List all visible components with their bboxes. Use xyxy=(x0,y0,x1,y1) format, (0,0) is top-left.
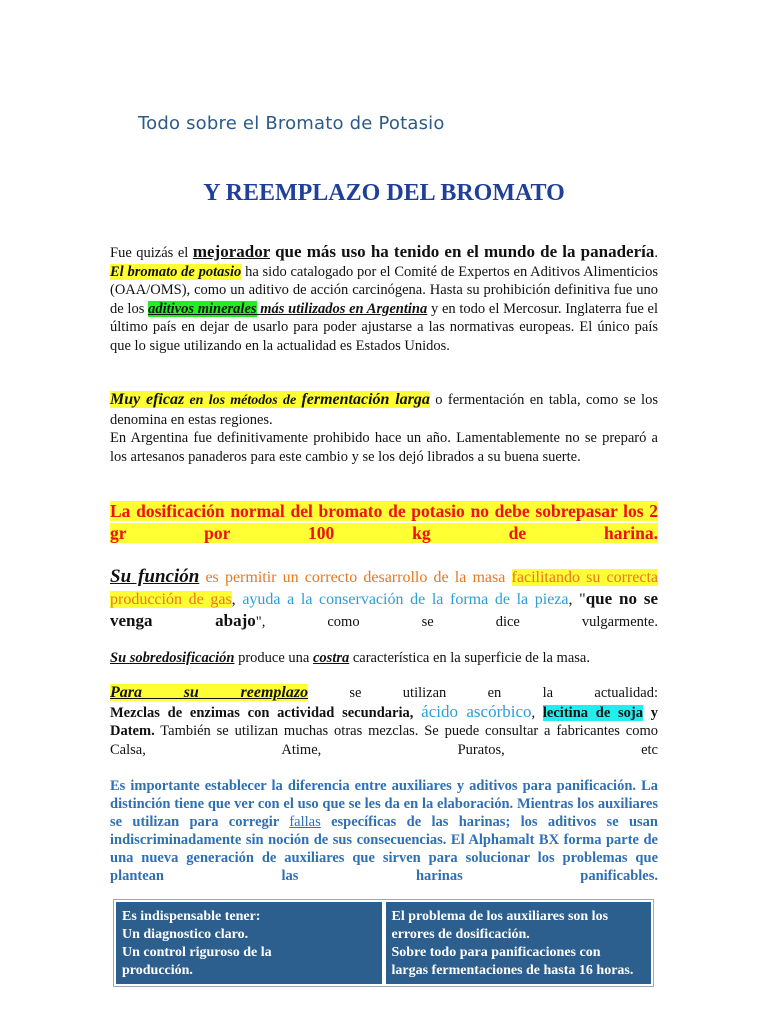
p5-sobredosificacion: Su sobredosificación xyxy=(110,650,235,666)
p6-text-b: se utilizan en la actualidad: xyxy=(308,685,659,701)
table-cell-right xyxy=(386,902,652,984)
p5-costra: costra xyxy=(312,650,350,666)
p4-text-f: , " xyxy=(568,591,586,608)
p4-text-d: , xyxy=(231,591,243,608)
p1-text-a: Fue quizás el xyxy=(110,245,193,261)
page-title: Todo sobre el Bromato de Potasio xyxy=(138,113,445,134)
p6-para-su-reemplazo: Para su reemplazo xyxy=(110,684,309,701)
table-left-line: producción. xyxy=(122,963,193,978)
p7-text-a: Es importante establecer la diferencia entre auxiliares y aditivos para panificación. La distinción tiene que ver con el uso que se les da en la elaboración. Mientras los auxiliares se utilizan para corregir xyxy=(110,778,658,830)
p6-datem: y Datem. xyxy=(110,704,659,739)
info-table xyxy=(113,899,654,987)
p6-text-h: También se utilizan muchas otras mezclas. Se puede consultar a fabricantes como Calsa, Atime, Puratos, etc xyxy=(110,723,658,758)
p2-text-b: en los métodos de xyxy=(184,393,302,408)
p6-acido-ascorbico: ácido ascórbico xyxy=(421,701,532,721)
p1-aditivos-highlight: aditivos minerales xyxy=(148,300,257,317)
p7-fallas-link[interactable]: fallas xyxy=(289,814,321,830)
p1-text-d: . xyxy=(654,245,658,261)
p2-fermentacion: fermentación larga xyxy=(301,391,430,408)
p5-text-b: produce una xyxy=(234,650,313,666)
p4-que-no-se-venga: que no se venga abajo xyxy=(110,589,659,630)
p1-bromato-highlight: El bromato de potasio xyxy=(110,263,242,280)
paragraph-reemplazo xyxy=(110,684,658,759)
p4-text-e: ayuda a la conservación de la forma de la pieza xyxy=(242,591,569,608)
table-left-line: Un control riguroso de la xyxy=(122,945,272,960)
p1-text-f: ha sido catalogado por el Comité de Expertos en Aditivos Alimenticios (OAA/OMS), como un aditivo de acción carcinógena. Hasta su prohibición definitiva fue uno de los xyxy=(110,263,658,317)
p1-text-i: y en todo el Mercosur. Inglaterra fue el último país en dejar de usarlo para poder ajustarse a las normativas europeas. El único país que lo sigue utilizando en la actualidad es Estados Unidos. xyxy=(110,300,658,354)
p6-text-e: , xyxy=(531,704,543,721)
table-cell-left xyxy=(116,902,382,984)
p2-muy-eficaz: Muy eficaz xyxy=(110,391,185,408)
p6-mezclas: Mezclas de enzimas con actividad secundaria, xyxy=(110,704,422,721)
table-right-line: largas fermentaciones de hasta 16 horas. xyxy=(391,963,634,978)
table-left-line: Es indispensable tener: xyxy=(122,909,261,924)
p4-su-funcion: Su función xyxy=(110,566,200,587)
p2-text-d: o fermentación en tabla, como se los denomina en estas regiones. xyxy=(110,392,658,428)
p5-text-d: característica en la superficie de la masa. xyxy=(349,650,590,666)
p1-argentina: más utilizados en Argentina xyxy=(256,300,428,317)
p1-text-c: que más uso ha tenido en el mundo de la panadería xyxy=(269,242,655,261)
p7-text-c: específicas de las harinas; los aditivos se usan indiscriminadamente sin noción de sus consecuencias. El Alphamalt BX forma parte de una nueva generación de auxiliares que sirven para solucionar los problemas que plantean las harinas panificables. xyxy=(110,814,658,884)
p1-mejorador: mejorador xyxy=(192,242,270,261)
paragraph-intro xyxy=(110,243,658,355)
paragraph-sobredosificacion xyxy=(110,649,658,668)
p4-text-h: ", como se dice vulgarmente. xyxy=(255,614,658,630)
paragraph-eficaz xyxy=(110,391,658,466)
paragraph-auxiliares xyxy=(110,777,658,885)
table-right-line: Sobre todo para panificaciones con xyxy=(391,945,601,960)
section-heading: Y REEMPLAZO DEL BROMATO xyxy=(203,180,565,206)
table-right-line: El problema de los auxiliares son los xyxy=(391,909,609,924)
p2-text-e: En Argentina fue definitivamente prohibido hace un año. Lamentablemente no se preparó a los artesanos panaderos para este cambio y se los dejó librados a su buena suerte. xyxy=(110,430,658,465)
table-left-line: Un diagnostico claro. xyxy=(122,927,249,942)
p6-lecitina-highlight: lecitina de soja xyxy=(542,704,643,721)
table-right-line: errores de dosificación. xyxy=(391,927,530,942)
p3-dosificacion-highlight: La dosificación normal del bromato de potasio no debe sobrepasar los 2 gr por 100 kg de harina. xyxy=(110,501,658,543)
p4-facilitando-highlight: facilitando su correcta producción de gas xyxy=(110,569,659,608)
p4-text-b: es permitir un correcto desarrollo de la masa xyxy=(199,569,512,586)
paragraph-dosificacion xyxy=(110,500,658,544)
paragraph-funcion xyxy=(110,566,658,633)
